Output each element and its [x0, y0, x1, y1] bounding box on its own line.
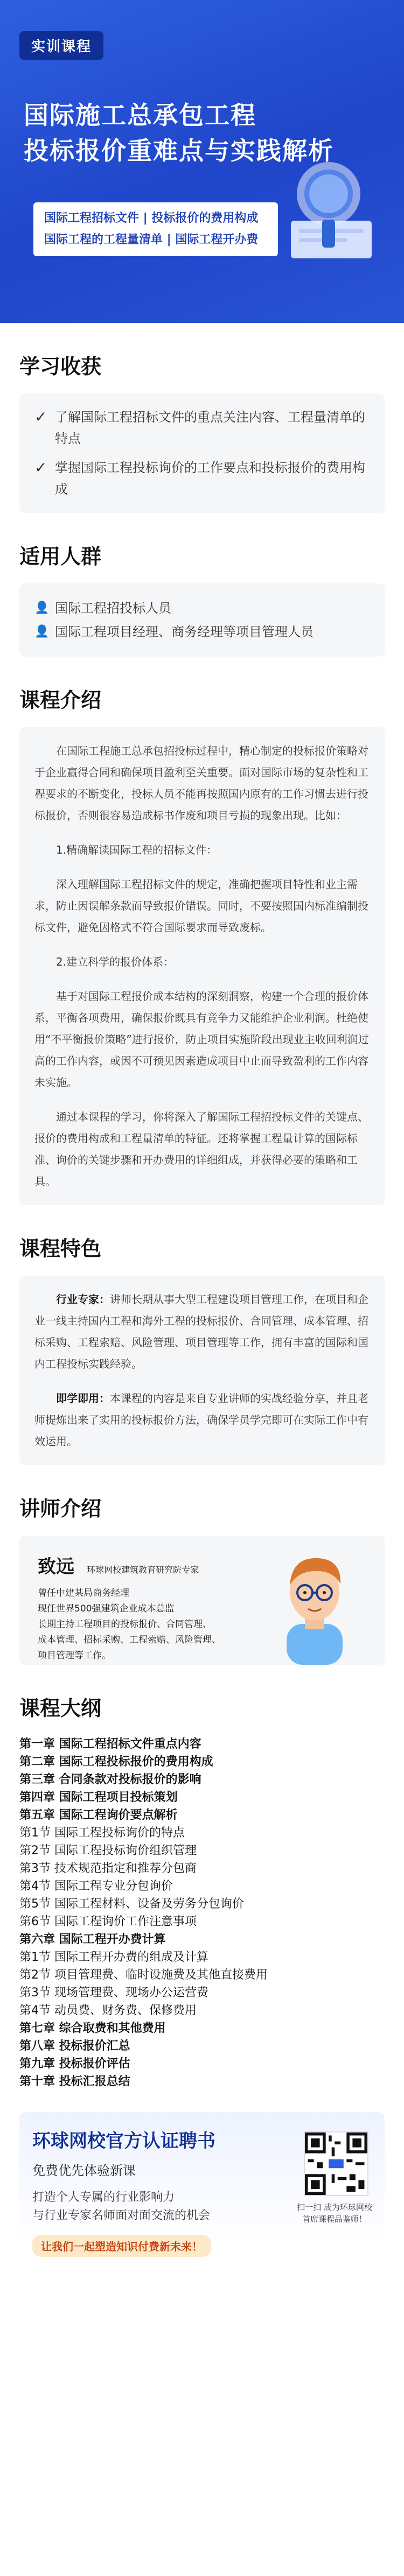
outline-item: 第1节 国际工程投标询价的特点	[19, 1826, 185, 1840]
feature-label: 行业专家：	[56, 1293, 110, 1306]
intro-card	[19, 727, 385, 1205]
intro-paragraph: 基于对国际工程报价成本结构的深刻洞察，构建一个合理的报价体系，平衡各项费用，确保报价既具有竞争力又能维护企业利润。杜绝使用“不平衡报价策略”进行报价，防止项目实施阶段出现业主收回利润过高的工作内容，或因不可预见因素造成项目中止而导致盈利的工作内容未实施。	[34, 990, 369, 1089]
outline-section	[0, 1692, 404, 2091]
magnifier-on-document-icon	[275, 156, 382, 275]
intro-paragraph: 通过本课程的学习，你将深入了解国际工程招投标文件的关键点、报价的费用构成和工程量清单的特征。还将掌握工程量计算的国际标准、询价的关键步骤和开办费用的详细组成，并获得必要的策略和工具。	[34, 1110, 368, 1188]
feature-text: 讲师长期从事大型工程建设项目管理工作，在项目和企业一线主持国内工程和海外工程的投标报价、合同管理、成本管理、招标采购、工程索赔、风险管理、项目管理等工作，拥有丰富的国际和国内工程投标实践经验。	[34, 1293, 368, 1370]
course-type-badge: 实训课程	[19, 31, 103, 60]
hero-topic-tag: 国际工程招标文件 | 投标报价的费用构成	[41, 208, 270, 229]
teacher-bio-line: 长期主持工程项目的投标报价、合同管理、	[38, 1619, 212, 1630]
teacher-name: 致远	[38, 1556, 74, 1578]
gains-card	[19, 393, 385, 513]
outline-item: 第2节 国际工程投标询价组织管理	[19, 1844, 197, 1857]
outline-item: 第2节 项目管理费、临时设施费及其他直接费用	[19, 1968, 268, 1982]
outline-list	[19, 1735, 385, 2091]
outline-item: 第九章 投标报价评估	[19, 2057, 130, 2071]
outline-item: 第三章 合同条款对投标报价的影响	[19, 1773, 201, 1786]
qr-code[interactable]	[304, 2131, 368, 2196]
outline-item: 第七章 综合取费和其他费用	[19, 2022, 166, 2035]
qr-caption-line: 首席课程品鉴师！	[302, 2214, 367, 2224]
outline-item: 第二章 国际工程投标报价的费用构成	[19, 1755, 213, 1769]
check-icon: ✓	[34, 459, 47, 476]
list-item	[34, 406, 370, 449]
qr-caption-line: 扫一扫 成为环球网校	[297, 2202, 372, 2212]
intro-section	[0, 684, 404, 1205]
recruit-benefit: 打造个人专属的行业影响力	[32, 2191, 175, 2204]
features-card	[19, 1276, 385, 1465]
audience-section	[0, 540, 404, 657]
person-icon: 👤	[34, 625, 50, 638]
person-icon: 👤	[34, 601, 50, 615]
teacher-title: 讲师介绍	[19, 1497, 102, 1521]
recruit-subtitle: 免费优先体验新课	[32, 2163, 136, 2178]
gains-title: 学习收获	[19, 355, 102, 378]
teacher-bio-line: 项目管理等工作。	[38, 1650, 111, 1661]
teacher-role: 环球网校建筑教育研究院专家	[87, 1565, 199, 1575]
page-title: 国际施工总承包工程	[24, 101, 256, 130]
audience-text: 国际工程招投标人员	[55, 601, 171, 616]
outline-item: 第一章 国际工程招标文件重点内容	[19, 1737, 201, 1751]
gain-text: 了解国际工程招标文件的重点关注内容、工程量清单的特点	[55, 410, 365, 446]
audience-title: 适用人群	[19, 545, 102, 568]
list-item	[34, 596, 370, 620]
recruit-benefit: 与行业专家名师面对面交流的机会	[32, 2209, 211, 2222]
outline-item: 第十章 投标汇报总结	[19, 2075, 130, 2088]
gain-text: 掌握国际工程投标询价的工作要点和投标报价的费用构成	[55, 460, 365, 497]
intro-paragraph: 深入理解国际工程招标文件的规定，准确把握项目特性和业主需求，防止因误解条款而导致报价错误。同时，不要按照国内标准编制投标文件，避免因格式不符合国际要求而导致废标。	[34, 878, 368, 934]
audience-card	[19, 583, 385, 657]
intro-paragraph: 2.建立科学的报价体系：	[56, 955, 175, 968]
features-section	[0, 1232, 404, 1465]
feature-item	[34, 1289, 370, 1375]
outline-item: 第5节 国际工程材料、设备及劳务分包询价	[19, 1897, 244, 1911]
list-item	[34, 620, 370, 644]
outline-item: 第4节 动员费、财务费、保修费用	[19, 2004, 197, 2017]
intro-title: 课程介绍	[19, 688, 102, 712]
check-icon: ✓	[34, 408, 47, 426]
teacher-avatar	[266, 1543, 363, 1665]
outline-item: 第3节 技术规范指定和推荐分包商	[19, 1862, 197, 1875]
features-title: 课程特色	[19, 1237, 102, 1261]
teacher-bio-line: 成本管理、招标采购、工程索赔、风险管理、	[38, 1635, 221, 1645]
outline-item: 第6节 国际工程询价工作注意事项	[19, 1915, 197, 1929]
hero-topic-tags	[33, 202, 278, 256]
outline-title: 课程大纲	[19, 1697, 102, 1720]
outline-item: 第五章 国际工程询价要点解析	[19, 1808, 178, 1822]
page-subtitle: 投标报价重难点与实践解析	[24, 136, 334, 165]
feature-text: 本课程的内容是来自专业讲师的实战经验分享，并且老师提炼出来了实用的投标报价方法，确保学员学完即可在实际工作中有效运用。	[34, 1392, 368, 1448]
list-item	[34, 457, 370, 500]
feature-item	[34, 1388, 370, 1452]
intro-paragraph: 在国际工程施工总承包招投标过程中，精心制定的投标报价策略对于企业赢得合同和确保项目盈利至关重要。面对国际市场的复杂性和工程要求的不断变化，投标人员不能再按照国内原有的工作习惯去进行投标报价，否则很容易造成标书作废和项目亏损的现象出现。比如：	[34, 744, 368, 822]
recruit-slogan-banner: 让我们一起塑造知识付费新未来！	[32, 2235, 211, 2257]
teacher-bio-line: 现任世界500强建筑企业成本总监	[38, 1603, 175, 1614]
outline-item: 第六章 国际工程开办费计算	[19, 1933, 166, 1946]
outline-item: 第4节 国际工程专业分包询价	[19, 1880, 173, 1893]
audience-text: 国际工程项目经理、商务经理等项目管理人员	[55, 624, 314, 639]
gains-section	[0, 350, 404, 513]
outline-item: 第八章 投标报价汇总	[19, 2039, 130, 2053]
recruit-card	[19, 2112, 385, 2253]
teacher-bio-line: 曾任中建某局商务经理	[38, 1588, 129, 1599]
hero-banner	[0, 0, 404, 323]
teacher-section	[0, 1492, 404, 1665]
recruit-title: 环球网校官方认证聘书	[32, 2130, 215, 2152]
outline-item: 第3节 现场管理费、现场办公运营费	[19, 1986, 208, 2000]
intro-paragraph: 1.精确解读国际工程的招标文件：	[56, 843, 218, 856]
outline-item: 第四章 国际工程项目投标策划	[19, 1791, 178, 1804]
outline-item: 第1节 国际工程开办费的组成及计算	[19, 1951, 208, 1964]
feature-label: 即学即用：	[56, 1392, 110, 1405]
teacher-card	[19, 1536, 385, 1665]
hero-topic-tag: 国际工程的工程量清单 | 国际工程开办费	[41, 229, 270, 251]
qr-caption	[294, 2201, 375, 2225]
